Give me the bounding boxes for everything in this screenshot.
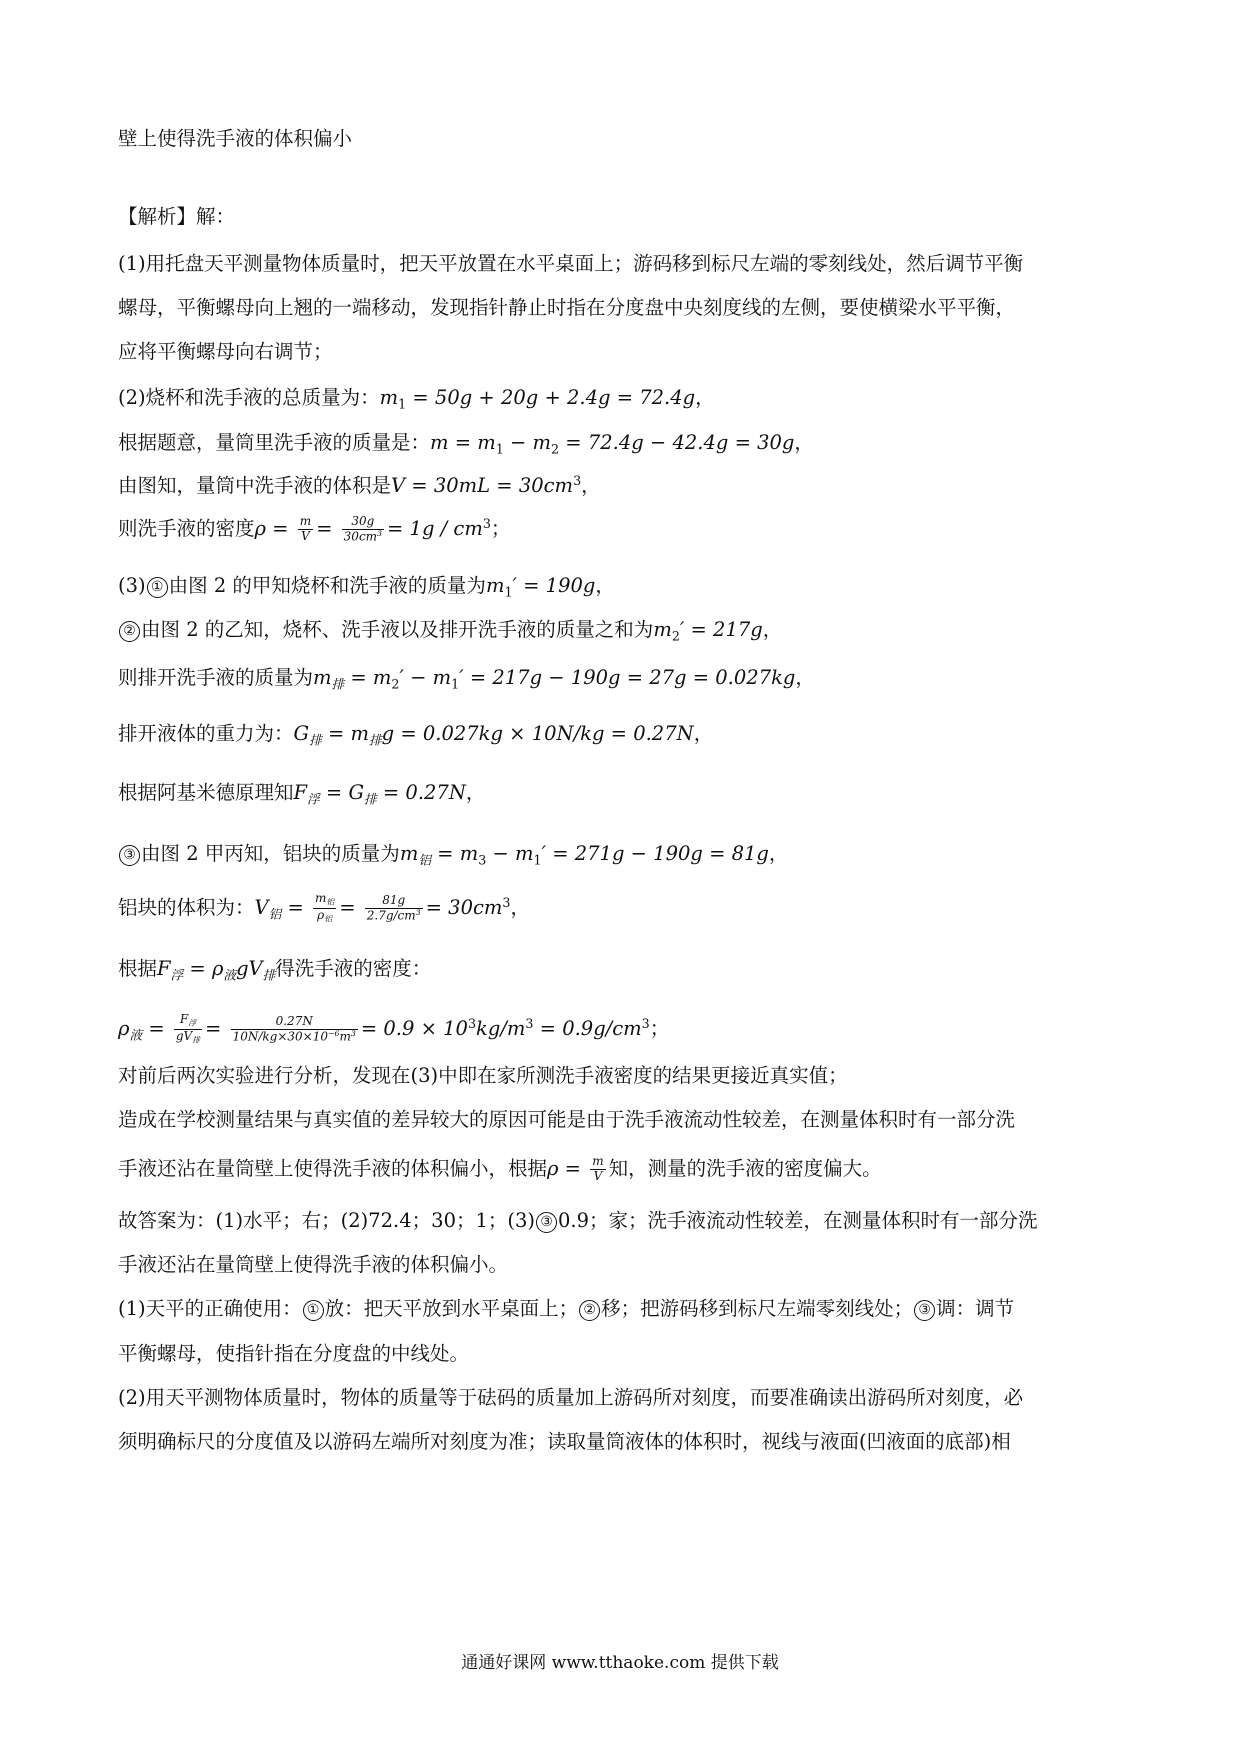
text-span: 知，测量的洗手液的密度偏大。	[608, 1157, 882, 1180]
text-span: 放：把天平放到水平桌面上；	[324, 1297, 579, 1320]
text-span: 由图 2 甲丙知，铝块的质量为	[141, 842, 400, 865]
text-line: 造成在学校测量结果与真实值的差异较大的原因可能是由于洗手液流动性较差，在测量体积时有一部分洗	[118, 1108, 1016, 1131]
answer-line	[118, 1205, 1038, 1233]
text-span: (1)天平的正确使用：	[118, 1297, 302, 1320]
text-span: 由图 2 的乙知，烧杯、洗手液以及排开洗手液的质量之和为	[141, 618, 654, 641]
text-span: 由图 2 的甲知烧杯和洗手液的质量为	[168, 574, 486, 597]
text-line: 应将平衡螺母向右调节；	[118, 340, 333, 363]
formula-line: 则洗手液的密度ρ = $\frac{m}{V}$ = $\frac{30g}{30cm^3}$ = $1g / cm^3$；	[118, 514, 511, 544]
text-span: (2)烧杯和洗手液的总质量为：	[118, 386, 380, 409]
text-span: 0.9；家；洗手液流动性较差，在测量体积时有一部分洗	[558, 1209, 1038, 1232]
text-line: (2)用天平测物体质量时，物体的质量等于砝码的质量加上游码所对刻度，而要准确读出游码所对刻度，必	[118, 1386, 1024, 1409]
formula-line: (3) ① 由图 2 的甲知烧杯和洗手液的质量为$m_1' = 190g$，	[118, 574, 615, 600]
formula-line: 则排开洗手液的质量为$m_排 = m_2' - m_1' = 217g - 190g = 27g = 0.027kg$，	[118, 666, 815, 692]
circled-number: ②	[119, 621, 140, 642]
formula-line: 排开液体的重力为：$G_排 = m_排g = 0.027kg \times 10N/kg = 0.27N$，	[118, 722, 714, 748]
formula-line: $\rho_液$ = $\frac{F_浮}{gV_排}$ = $\frac{0.27N}{10N/kg\times 30\times 10^{-6}m^3}$ = $0.9 \times 10^3kg/m^3 = 0.9g/cm^3$；	[118, 1012, 670, 1045]
circled-number: ①	[147, 577, 168, 598]
text-span: 得洗手液的密度：	[275, 957, 432, 980]
text-line: 平衡螺母，使指针指在分度盘的中线处。	[118, 1342, 470, 1365]
formula-line: (2)烧杯和洗手液的总质量为：$m_1 = 50g + 20g + 2.4g = 72.4g$，	[118, 386, 715, 412]
text-span: 根据题意，量筒里洗手液的质量是：	[118, 431, 431, 454]
text-line: 须明确标尺的分度值及以游码左端所对刻度为准；读取量筒液体的体积时，视线与液面(凹液面的底部)相	[118, 1430, 1011, 1453]
text-span: 则洗手液的密度	[118, 517, 255, 540]
formula-line: ③ 由图 2 甲丙知，铝块的质量为$m_铝 = m_3 - m_1' = 271g - 190g = 81g$，	[118, 838, 788, 868]
text-span: (3)	[118, 574, 146, 597]
text-line: 螺母，平衡螺母向上翘的一端移动，发现指针静止时指在分度盘中央刻度线的左侧，要使横梁水平平衡，	[118, 296, 1016, 319]
formula-line: 由图知，量筒中洗手液的体积是$V = 30mL = 30cm^3$，	[118, 473, 601, 497]
text-span: 则排开洗手液的质量为	[118, 666, 314, 689]
text-span: 根据	[118, 957, 158, 980]
text-line: 手液还沾在量筒壁上使得洗手液的体积偏小。	[118, 1253, 509, 1276]
circled-number: ③	[536, 1212, 557, 1233]
text-span: 手液还沾在量筒壁上使得洗手液的体积偏小，根据	[118, 1157, 548, 1180]
circled-number: ③	[119, 845, 140, 866]
text-span: 根据阿基米德原理知	[118, 781, 294, 804]
text-span: 调：调节	[936, 1297, 1015, 1320]
formula-line: 根据题意，量筒里洗手液的质量是：$m = m_1 - m_2 = 72.4g - 42.4g = 30g$，	[118, 431, 814, 457]
text-line: 壁上使得洗手液的体积偏小	[118, 127, 353, 150]
formula-line: 铝块的体积为：$V_铝$ = $\frac{m_铝}{\rho_铝}$ = $\frac{81g}{2.7g/cm^3}$ = $30cm^3$，	[118, 891, 530, 924]
circled-number: ①	[303, 1300, 324, 1321]
knowledge-line	[118, 1293, 1014, 1321]
text-line: (1)用托盘天平测量物体质量时，把天平放置在水平桌面上；游码移到标尺左端的零刻线处，然后调节平衡	[118, 252, 1024, 275]
analysis-heading: 【解析】解：	[118, 205, 236, 228]
text-span: 移；把游码移到标尺左端零刻线处；	[601, 1297, 914, 1320]
text-span: 排开液体的重力为：	[118, 722, 294, 745]
text-span: 由图知，量筒中洗手液的体积是	[118, 474, 392, 497]
text-span: 铝块的体积为：	[118, 896, 255, 919]
text-line: 对前后两次实验进行分析，发现在(3)中即在家所测洗手液密度的结果更接近真实值；	[118, 1064, 848, 1087]
circled-number: ③	[914, 1300, 935, 1321]
formula-line: 根据$F_浮 = \rho_液gV_排$得洗手液的密度：	[118, 957, 432, 983]
text-span: 故答案为：(1)水平；右；(2)72.4；30；1；(3)	[118, 1209, 536, 1232]
page-footer: 通通好课网 www.tthaoke.com 提供下载	[461, 1653, 779, 1673]
formula-line: 手液还沾在量筒壁上使得洗手液的体积偏小，根据ρ = $\frac{m}{V}$ 知，测量的洗手液的密度偏大。	[118, 1154, 882, 1183]
formula-line: ② 由图 2 的乙知，烧杯、洗手液以及排开洗手液的质量之和为$m_2' = 217g$，	[118, 614, 782, 643]
circled-number: ②	[579, 1300, 600, 1321]
formula-line: 根据阿基米德原理知$F_浮 = G_排 = 0.27N$，	[118, 781, 486, 807]
